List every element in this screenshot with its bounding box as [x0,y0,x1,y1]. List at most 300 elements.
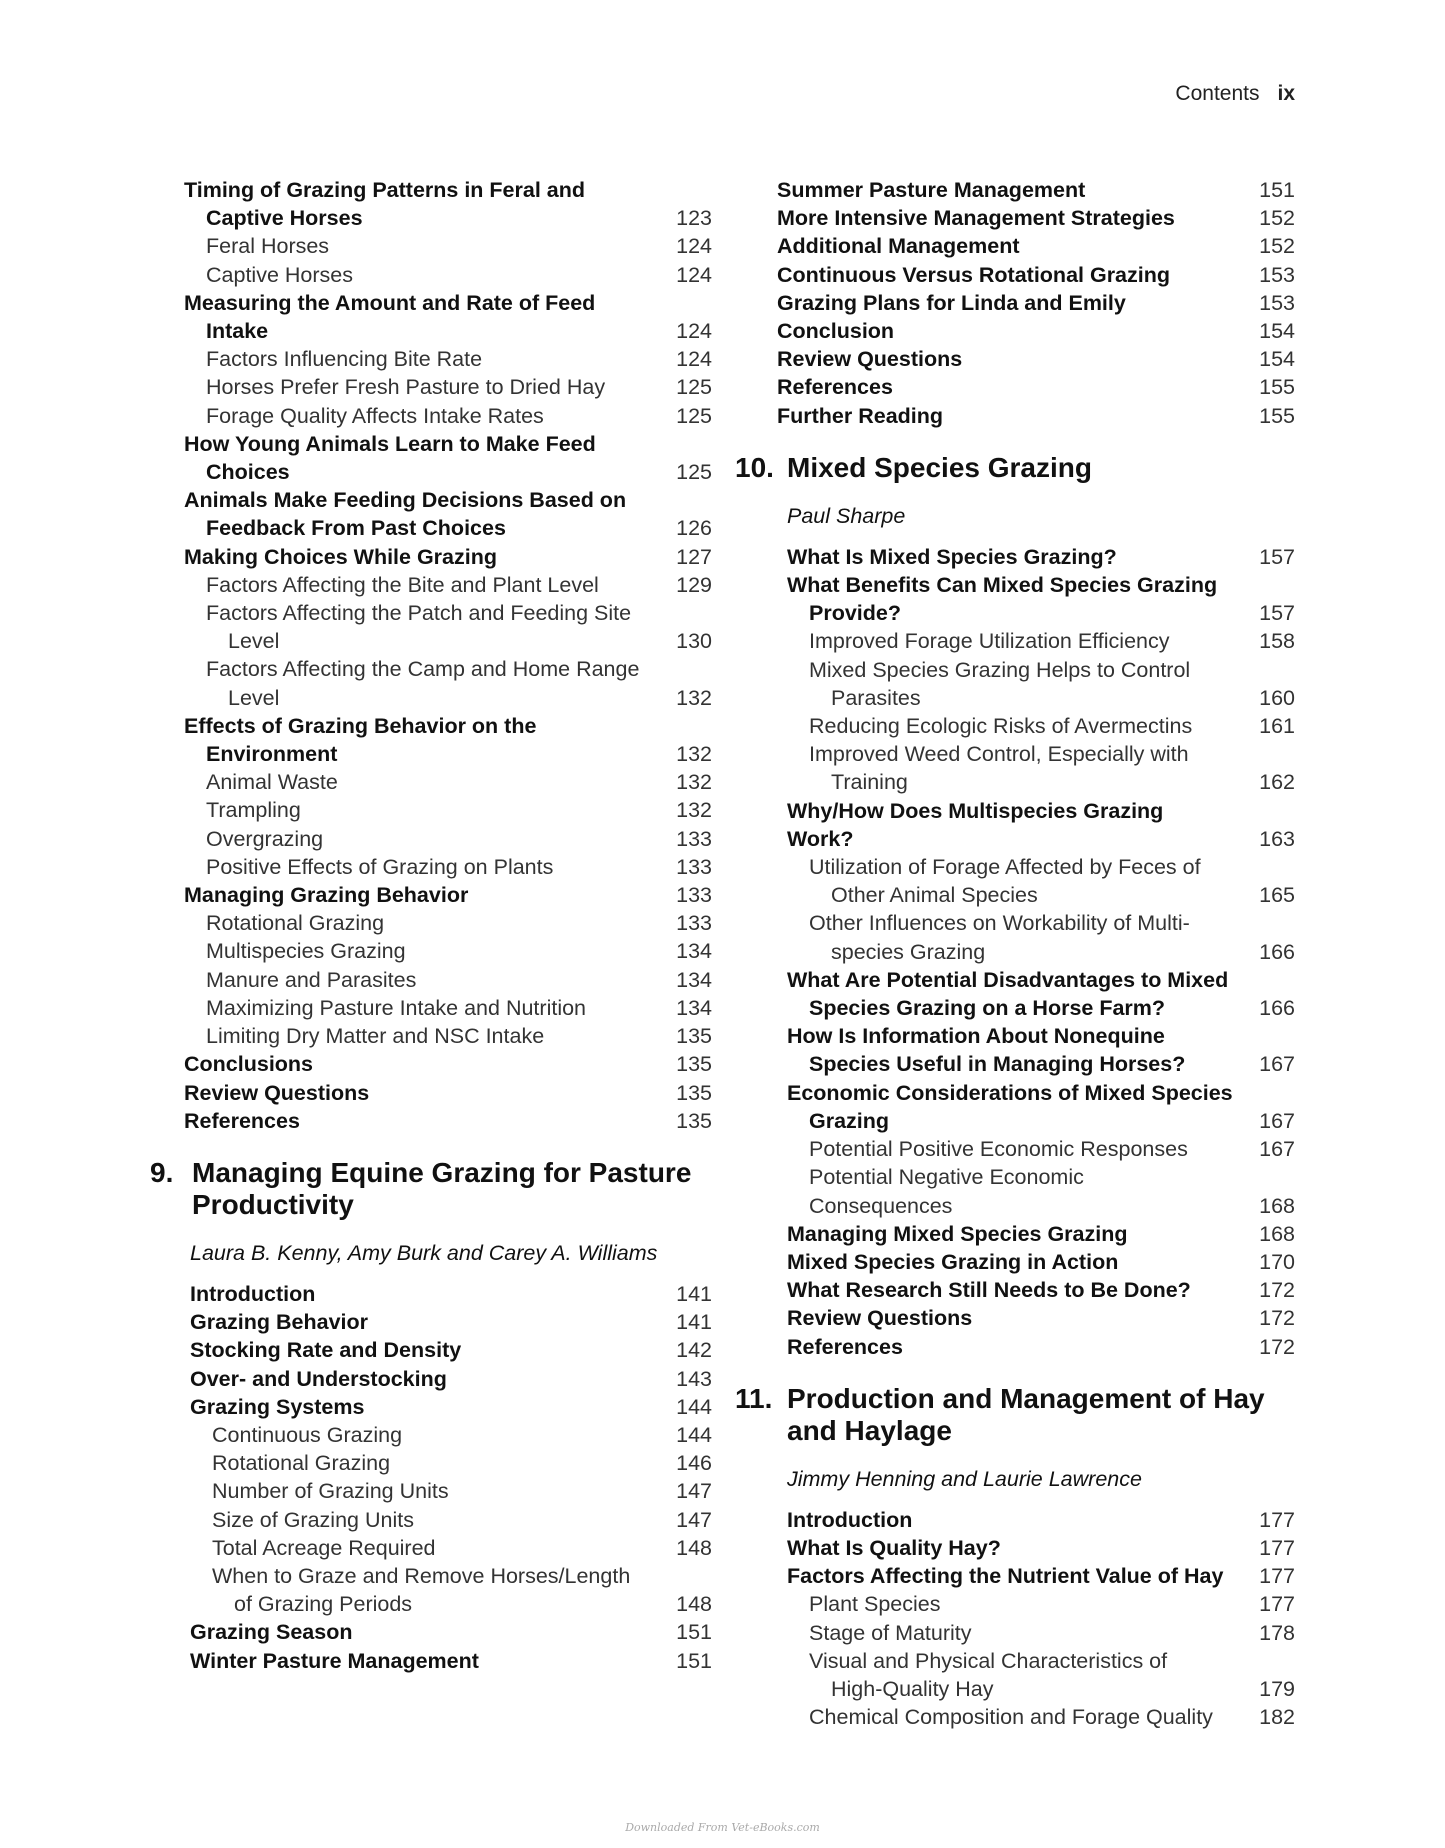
toc-list [735,543,1295,1361]
toc-entry-title-line: Grazing Behavior [190,1310,369,1335]
toc-entry-title-line: What Benefits Can Mixed Species Grazing [787,573,1218,598]
toc-entry-title [184,655,662,711]
toc-entry-title [777,204,1245,232]
toc-entry-page: 182 [1259,1705,1295,1730]
chapter-11 [735,1383,1295,1732]
toc-entry-page: 152 [1259,234,1295,259]
toc-entry-title [184,825,662,853]
toc-entry-title-line: Grazing [809,1108,890,1133]
toc-entry[interactable] [184,966,712,994]
toc-entry[interactable] [184,430,712,486]
toc-entry[interactable] [190,1618,712,1646]
toc-entry-title [777,345,1245,373]
page-number: ix [1277,82,1295,105]
toc-entry-title [787,1248,1245,1276]
toc-entry[interactable] [787,740,1295,796]
toc-entry-page: 124 [676,319,712,344]
toc-entry-title [787,1562,1245,1590]
toc-entry[interactable] [184,825,712,853]
toc-entry-title [184,1107,662,1135]
toc-entry-title-line: Mixed Species Grazing in Action [787,1249,1119,1274]
toc-entry-title [190,1506,662,1534]
toc-entry-title-line: Positive Effects of Grazing on Plants [206,854,554,879]
toc-entry-title-line: Why/How Does Multispecies Grazing Work? [787,798,1164,851]
toc-entry-title [787,627,1245,655]
toc-entry-title [184,486,662,542]
toc-entry-title-line: Factors Affecting the Bite and Plant Level [206,572,599,597]
toc-entry-title [777,402,1245,430]
toc-entry-title [184,712,662,768]
toc-entry-title-line: Factors Affecting the Patch and Feeding Site [206,601,632,626]
toc-entry[interactable] [787,1619,1295,1647]
toc-entry-title-line: Rotational Grazing [212,1451,391,1476]
toc-entry[interactable] [787,1590,1295,1618]
toc-entry-title [184,289,662,345]
toc-entry-title [787,571,1245,627]
toc-entry-page: 141 [676,1281,712,1306]
toc-entry-title [190,1280,662,1308]
toc-entry[interactable] [184,937,712,965]
toc-entry-title [787,966,1245,1022]
toc-entry-title-line: Utilization of Forage Affected by Feces of [809,855,1201,880]
toc-entry-title-line: Training [831,770,908,795]
toc-entry[interactable] [787,853,1295,909]
toc-entry-page: 168 [1259,1193,1295,1218]
toc-entry[interactable] [184,261,712,289]
toc-entry-title-line: Reducing Ecologic Risks of Avermectins [809,714,1193,739]
toc-entry-title-line: Size of Grazing Units [212,1507,414,1532]
toc-entry[interactable] [787,1647,1295,1703]
toc-entry[interactable] [787,1506,1295,1534]
toc-entry[interactable] [777,289,1295,317]
toc-entry-page: 142 [676,1338,712,1363]
toc-entry-title [787,1703,1245,1731]
toc-entry-page: 132 [676,685,712,710]
toc-entry[interactable] [787,712,1295,740]
toc-entry-title-line: Animal Waste [206,770,338,795]
toc-entry-page: 177 [1259,1564,1295,1589]
toc-entry-page: 157 [1259,544,1295,569]
toc-entry-title-line: Managing Mixed Species Grazing [787,1221,1128,1246]
toc-entry[interactable] [184,1022,712,1050]
chapter-title-line: Productivity [192,1188,354,1220]
toc-list [150,1280,712,1675]
toc-entry-title-line: Manure and Parasites [206,967,417,992]
toc-entry-page: 167 [1259,1052,1295,1077]
toc-entry-title-line: High-Quality Hay [831,1676,994,1701]
toc-entry-title [787,797,1245,853]
toc-entry[interactable] [184,599,712,655]
toc-entry-page: 125 [676,403,712,428]
toc-entry-title [787,1276,1245,1304]
toc-entry-page: 153 [1259,290,1295,315]
toc-entry-title-line: Number of Grazing Units [212,1479,449,1504]
toc-entry-title [190,1336,662,1364]
toc-entry-page: 133 [676,911,712,936]
toc-entry-title [190,1421,662,1449]
toc-entry-title [190,1393,662,1421]
toc-entry-page: 147 [676,1507,712,1532]
toc-entry-title-line: When to Graze and Remove Horses/Length [212,1563,631,1588]
toc-entry-page: 148 [676,1592,712,1617]
toc-entry-title [777,261,1245,289]
toc-entry[interactable] [184,881,712,909]
toc-entry[interactable] [184,655,712,711]
toc-entry-title-line: What Are Potential Disadvantages to Mixed [787,967,1229,992]
toc-entry[interactable] [777,176,1295,204]
toc-entry[interactable] [787,966,1295,1022]
toc-entry-page: 178 [1259,1620,1295,1645]
toc-entry-title [787,740,1245,796]
toc-entry[interactable] [184,994,712,1022]
toc-entry[interactable] [190,1449,712,1477]
toc-entry-page: 168 [1259,1221,1295,1246]
toc-entry-title-line: Review Questions [787,1306,973,1331]
toc-entry-page: 135 [676,1080,712,1105]
toc-entry-page: 163 [1259,826,1295,851]
toc-entry-title-line: Intake [206,319,269,344]
toc-entry-title [787,909,1245,965]
toc-entry-page: 170 [1259,1249,1295,1274]
toc-entry-page: 161 [1259,714,1295,739]
toc-entry[interactable] [184,712,712,768]
toc-entry[interactable] [777,345,1295,373]
toc-entry[interactable] [777,317,1295,345]
toc-entry-title-line: Conclusions [184,1052,314,1077]
toc-entry[interactable] [787,1163,1295,1219]
toc-entry[interactable] [777,402,1295,430]
toc-entry-page: 179 [1259,1676,1295,1701]
toc-entry[interactable] [787,571,1295,627]
toc-entry[interactable] [190,1336,712,1364]
toc-entry-title-line: Summer Pasture Management [777,178,1086,202]
toc-entry-page: 177 [1259,1592,1295,1617]
toc-entry[interactable] [777,204,1295,232]
toc-entry[interactable] [787,543,1295,571]
toc-entry-title [184,881,662,909]
toc-entry-title [787,543,1245,571]
toc-entry-page: 126 [676,516,712,541]
toc-entry-title-line: Feral Horses [206,234,330,259]
toc-entry[interactable] [184,486,712,542]
toc-entry[interactable] [184,176,712,232]
toc-entry[interactable] [184,1050,712,1078]
toc-entry-page: 144 [676,1394,712,1419]
toc-entry-title-line: of Grazing Periods [234,1592,413,1617]
toc-entry-title-line: Grazing Season [190,1620,353,1645]
toc-list [735,176,1295,430]
toc-entry-title-line: Factors Affecting the Nutrient Value of Hay [787,1564,1224,1589]
toc-entry-title [787,1619,1245,1647]
toc-entry-title-line: Level [228,629,280,654]
toc-entry-page: 141 [676,1310,712,1335]
toc-entry-title-line: How Is Information About Nonequine [787,1024,1165,1049]
toc-entry[interactable] [777,261,1295,289]
toc-entry[interactable] [190,1421,712,1449]
toc-entry-title-line: Multispecies Grazing [206,939,406,964]
toc-entry-page: 123 [676,206,712,231]
toc-entry-title-line: Grazing Plans for Linda and Emily [777,290,1126,315]
toc-entry[interactable] [190,1534,712,1562]
toc-entry-page: 134 [676,995,712,1020]
toc-entry[interactable] [190,1308,712,1336]
toc-entry[interactable] [787,1304,1295,1332]
toc-entry[interactable] [777,373,1295,401]
toc-entry-title [184,937,662,965]
toc-entry-page: 125 [676,375,712,400]
toc-entry-page: 135 [676,1108,712,1133]
toc-entry-title-line: More Intensive Management Strategies [777,206,1175,231]
toc-entry-page: 151 [676,1648,712,1673]
toc-entry-page: 155 [1259,375,1295,400]
download-watermark: Downloaded From Vet-eBooks.com [625,1821,820,1834]
toc-entry-page: 167 [1259,1137,1295,1162]
toc-entry-page: 152 [1259,206,1295,231]
chapter-authors: Laura B. Kenny, Amy Burk and Carey A. Williams [190,1240,658,1265]
toc-entry-title [777,289,1245,317]
toc-entry-title-line: Trampling [206,798,301,823]
toc-entry-title-line: Other Animal Species [831,883,1038,908]
toc-entry-title [184,543,662,571]
toc-entry[interactable] [190,1280,712,1308]
toc-entry-title [787,1506,1245,1534]
left-column [150,176,712,1675]
toc-entry-title-line: Environment [206,742,338,767]
toc-entry[interactable] [777,232,1295,260]
toc-entry[interactable] [787,1220,1295,1248]
toc-entry-page: 165 [1259,883,1295,908]
toc-entry-title [184,1079,662,1107]
running-head-label: Contents [1175,82,1260,105]
toc-entry-title [777,373,1245,401]
toc-entry-title-line: Introduction [190,1281,316,1306]
toc-entry-title-line: Timing of Grazing Patterns in Feral and [184,178,585,202]
toc-entry-title [184,373,662,401]
toc-entry-title [787,1534,1245,1562]
toc-list [735,1506,1295,1732]
toc-entry[interactable] [184,345,712,373]
toc-entry-title [190,1477,662,1505]
toc-entry[interactable] [787,656,1295,712]
toc-entry[interactable] [184,232,712,260]
toc-entry-title-line: Rotational Grazing [206,911,385,936]
toc-entry-page: 172 [1259,1306,1295,1331]
toc-entry-page: 124 [676,262,712,287]
toc-entry-title [184,176,662,232]
toc-entry-title [787,1590,1245,1618]
toc-entry-title-line: Grazing Systems [190,1394,365,1419]
toc-entry-title [184,345,662,373]
toc-entry-title [190,1308,662,1336]
toc-entry-page: 129 [676,572,712,597]
toc-entry-page: 130 [676,629,712,654]
toc-entry[interactable] [184,571,712,599]
toc-entry-page: 125 [676,460,712,485]
toc-entry-title [777,317,1245,345]
toc-entry-page: 172 [1259,1278,1295,1303]
toc-entry-title [190,1562,662,1618]
toc-entry-title [184,966,662,994]
toc-entry-title [184,1050,662,1078]
chapter-authors: Paul Sharpe [787,503,906,528]
toc-entry-page: 151 [1259,178,1295,202]
toc-entry[interactable] [787,1135,1295,1163]
toc-entry-title [184,232,662,260]
toc-entry-title [190,1618,662,1646]
toc-entry-title [184,261,662,289]
toc-entry[interactable] [184,402,712,430]
toc-entry[interactable] [787,1703,1295,1731]
toc-entry[interactable] [787,627,1295,655]
toc-entry-title-line: Factors Affecting the Camp and Home Range [206,657,640,682]
toc-entry[interactable] [184,1079,712,1107]
toc-entry-title-line: How Young Animals Learn to Make Feed [184,431,596,456]
toc-entry-title [190,1647,662,1675]
chapter-title-line: and Haylage [787,1414,952,1446]
toc-entry-title [787,1079,1245,1135]
toc-entry-page: 167 [1259,1108,1295,1133]
toc-entry-page: 133 [676,854,712,879]
chapter-heading[interactable] [735,452,1295,484]
toc-entry-page: 166 [1259,939,1295,964]
chapter-number: 10. [735,451,774,483]
right-column [735,176,1295,1731]
toc-entry-page: 143 [676,1366,712,1391]
toc-entry[interactable] [787,1333,1295,1361]
toc-entry-title-line: Captive Horses [206,262,353,287]
toc-entry-page: 132 [676,742,712,767]
toc-entry-title-line: species Grazing [831,939,986,964]
toc-entry[interactable] [184,1107,712,1135]
toc-entry-title-line: Species Grazing on a Horse Farm? [809,996,1166,1021]
toc-entry[interactable] [190,1647,712,1675]
toc-entry-title-line: Level [228,685,280,710]
chapter-heading[interactable] [150,1157,712,1221]
toc-entry-page: 124 [676,234,712,259]
toc-entry[interactable] [787,1534,1295,1562]
toc-entry-title-line: Stocking Rate and Density [190,1338,462,1363]
toc-entry-title-line: Introduction [787,1507,913,1532]
toc-entry-title-line: Review Questions [184,1080,370,1105]
chapter-title-line: Production and Management of Hay [787,1382,1265,1414]
toc-entry-title-line: References [777,375,893,400]
toc-entry[interactable] [184,373,712,401]
toc-entry-title-line: Stage of Maturity [809,1620,972,1645]
toc-entry-title [787,1135,1245,1163]
toc-entry-title-line: Conclusion [777,319,895,344]
toc-entry-page: 157 [1259,601,1295,626]
toc-entry-title-line: Continuous Versus Rotational Grazing [777,262,1171,287]
toc-entry-title-line: Measuring the Amount and Rate of Feed [184,290,596,315]
toc-entry-title-line: Mixed Species Grazing Helps to Control [809,657,1191,682]
toc-entry-title [787,1647,1245,1703]
toc-entry-title-line: Effects of Grazing Behavior on the [184,713,537,738]
toc-entry[interactable] [787,1079,1295,1135]
toc-entry-title [190,1449,662,1477]
toc-entry-title-line: What Research Still Needs to Be Done? [787,1278,1191,1303]
toc-entry-page: 162 [1259,770,1295,795]
toc-entry-title [184,1022,662,1050]
toc-entry[interactable] [184,543,712,571]
toc-entry[interactable] [787,1276,1295,1304]
toc-entry-title-line: Potential Negative Economic Consequences [809,1165,1084,1218]
toc-entry[interactable] [184,768,712,796]
toc-entry-page: 124 [676,347,712,372]
toc-entry-title-line: Improved Forage Utilization Efficiency [809,629,1170,654]
toc-entry-title [787,712,1245,740]
toc-entry[interactable] [787,1022,1295,1078]
toc-entry[interactable] [190,1365,712,1393]
toc-entry[interactable] [184,853,712,881]
toc-entry[interactable] [184,289,712,345]
toc-entry-title-line: Potential Positive Economic Responses [809,1137,1188,1162]
toc-entry-title-line: What Is Quality Hay? [787,1535,1001,1560]
toc-entry-page: 177 [1259,1507,1295,1532]
toc-entry-title-line: Plant Species [809,1592,941,1617]
toc-entry-title [787,1220,1245,1248]
toc-entry-title [787,853,1245,909]
toc-entry-title [184,768,662,796]
toc-entry-title [190,1365,662,1393]
toc-entry-title-line: Overgrazing [206,826,324,851]
toc-entry[interactable] [787,797,1295,853]
toc-entry[interactable] [190,1393,712,1421]
toc-entry-title-line: What Is Mixed Species Grazing? [787,544,1117,569]
toc-entry-title-line: Over- and Understocking [190,1366,447,1391]
toc-entry-page: 127 [676,544,712,569]
toc-entry[interactable] [184,796,712,824]
toc-entry-title-line: Review Questions [777,347,963,372]
toc-entry[interactable] [190,1506,712,1534]
toc-entry-title-line: Other Influences on Workability of Multi- [809,911,1190,936]
toc-entry-page: 160 [1259,685,1295,710]
toc-entry[interactable] [190,1562,712,1618]
toc-entry-title-line: Maximizing Pasture Intake and Nutrition [206,995,587,1020]
toc-entry-title [184,571,662,599]
toc-entry-title-line: Visual and Physical Characteristics of [809,1648,1168,1673]
toc-entry-title-line: Winter Pasture Management [190,1648,479,1673]
toc-entry-title [787,1163,1245,1219]
toc-entry[interactable] [184,909,712,937]
toc-entry-title [787,1333,1245,1361]
toc-entry[interactable] [190,1477,712,1505]
toc-entry-title-line: Total Acreage Required [212,1535,436,1560]
toc-entry-title [184,994,662,1022]
toc-entry-page: 154 [1259,319,1295,344]
toc-entry-title-line: Provide? [809,601,901,626]
toc-entry-page: 134 [676,967,712,992]
toc-entry[interactable] [787,1562,1295,1590]
toc-entry-page: 153 [1259,262,1295,287]
toc-entry-page: 144 [676,1422,712,1447]
toc-entry[interactable] [787,909,1295,965]
toc-entry[interactable] [787,1248,1295,1276]
toc-entry-title-line: Economic Considerations of Mixed Species [787,1080,1233,1105]
toc-entry-title-line: References [787,1334,903,1359]
toc-entry-page: 134 [676,939,712,964]
toc-entry-title-line: Limiting Dry Matter and NSC Intake [206,1024,545,1049]
toc-entry-title-line: References [184,1108,300,1133]
toc-entry-page: 158 [1259,629,1295,654]
chapter-10 [735,452,1295,1361]
toc-entry-title-line: Improved Weed Control, Especially with [809,742,1189,767]
toc-entry-title-line: Continuous Grazing [212,1422,403,1447]
toc-entry-title [777,176,1245,204]
chapter-heading[interactable] [735,1383,1295,1447]
toc-entry-page: 147 [676,1479,712,1504]
toc-entry-page: 132 [676,798,712,823]
toc-entry-title [787,1304,1245,1332]
